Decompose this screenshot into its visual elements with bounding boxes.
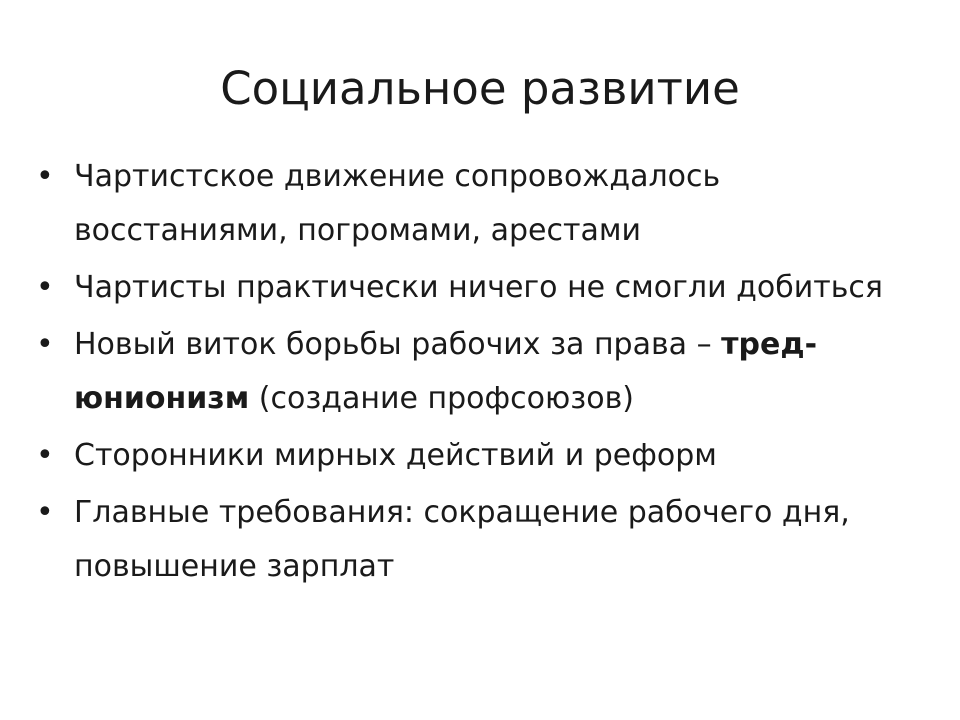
bullet-text-post: (создание профсоюзов) bbox=[249, 381, 634, 416]
bullet-text: Главные требования: сокращение рабочего дня, повышение зарплат bbox=[74, 495, 850, 584]
bullet-marker: • bbox=[36, 270, 54, 305]
bullet-item bbox=[36, 318, 916, 426]
bullet-text: Чартистское движение сопровождалось восстаниями, погромами, арестами bbox=[74, 159, 721, 248]
bullet-item bbox=[36, 429, 916, 483]
bullet-marker: • bbox=[36, 159, 54, 194]
bullet-text bbox=[74, 327, 817, 416]
bullet-marker: • bbox=[36, 495, 54, 530]
bullet-text-pre: Новый виток борьбы рабочих за права – bbox=[74, 327, 722, 362]
bullet-marker: • bbox=[36, 327, 54, 362]
slide-title: Социальное развитие bbox=[220, 62, 740, 115]
bullet-item bbox=[36, 261, 916, 315]
bullet-text: Сторонники мирных действий и реформ bbox=[74, 438, 717, 473]
bullet-item bbox=[36, 150, 916, 258]
bullet-text: Чартисты практически ничего не смогли добиться bbox=[74, 270, 883, 305]
bullet-list bbox=[36, 150, 916, 597]
bullet-item bbox=[36, 486, 916, 594]
bullet-marker: • bbox=[36, 438, 54, 473]
bullet-text-bold-term: тред-юнионизм bbox=[74, 327, 818, 416]
